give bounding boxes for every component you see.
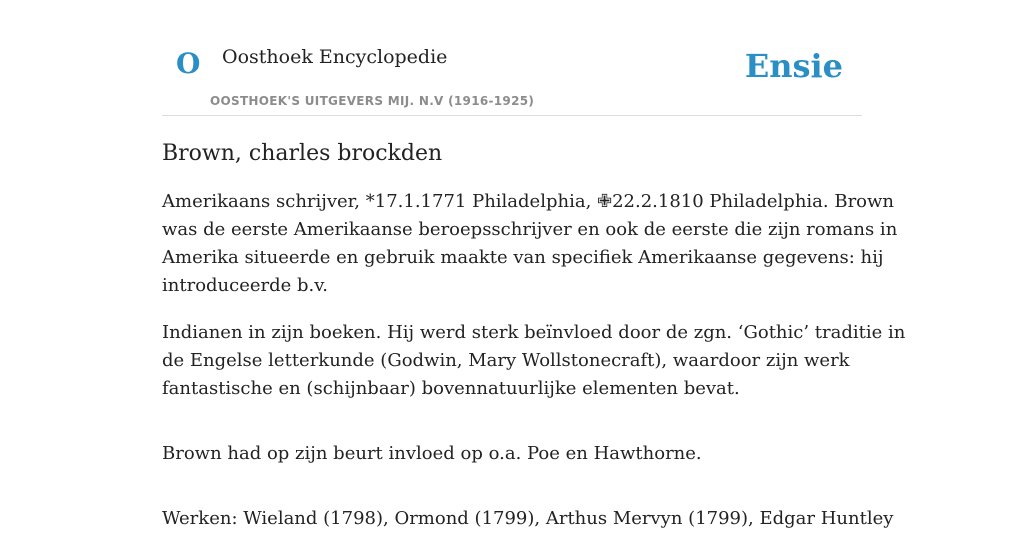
paragraph bbox=[162, 188, 898, 300]
paragraph-line: Indianen in zijn boeken. Hij werd sterk beïnvloed door de zgn. ‘Gothic’ traditie in bbox=[162, 322, 906, 343]
paragraph-line: Amerika situeerde en gebruik maakte van specifiek Amerikaanse gegevens: hij bbox=[162, 247, 884, 268]
article bbox=[162, 138, 906, 552]
ensie-home-link[interactable]: Ensie bbox=[744, 47, 843, 85]
paragraph bbox=[162, 505, 894, 533]
paragraph bbox=[162, 319, 906, 403]
paragraph bbox=[162, 440, 862, 468]
site-header bbox=[162, 0, 862, 116]
paragraph-line: Brown had op zijn beurt invloed op o.a. Poe en Hawthorne. bbox=[162, 443, 702, 464]
paragraph-line: de Engelse letterkunde (Godwin, Mary Wollstonecraft), waardoor zijn werk bbox=[162, 350, 850, 371]
entry-title: Brown, charles brockden bbox=[162, 141, 443, 166]
paragraph-line: fantastische en (schijnbaar) bovennatuurlijke elementen bevat. bbox=[162, 378, 740, 399]
paragraph-line: Amerikaans schrijver, *17.1.1771 Philadelphia, ✙22.2.1810 Philadelphia. Brown bbox=[162, 191, 895, 212]
logo-icon[interactable]: O bbox=[176, 47, 201, 80]
paragraph-line: was de eerste Amerikaanse beroepsschrijver en ook de eerste die zijn romans in bbox=[162, 219, 898, 240]
paragraph-line: Werken: Wieland (1798), Ormond (1799), Arthus Mervyn (1799), Edgar Huntley bbox=[162, 508, 894, 529]
publisher-label: OOSTHOEK'S UITGEVERS MIJ. N.V (1916-1925) bbox=[210, 94, 535, 108]
paragraph-line: introduceerde b.v. bbox=[162, 275, 329, 296]
site-title[interactable]: Oosthoek Encyclopedie bbox=[222, 46, 448, 68]
